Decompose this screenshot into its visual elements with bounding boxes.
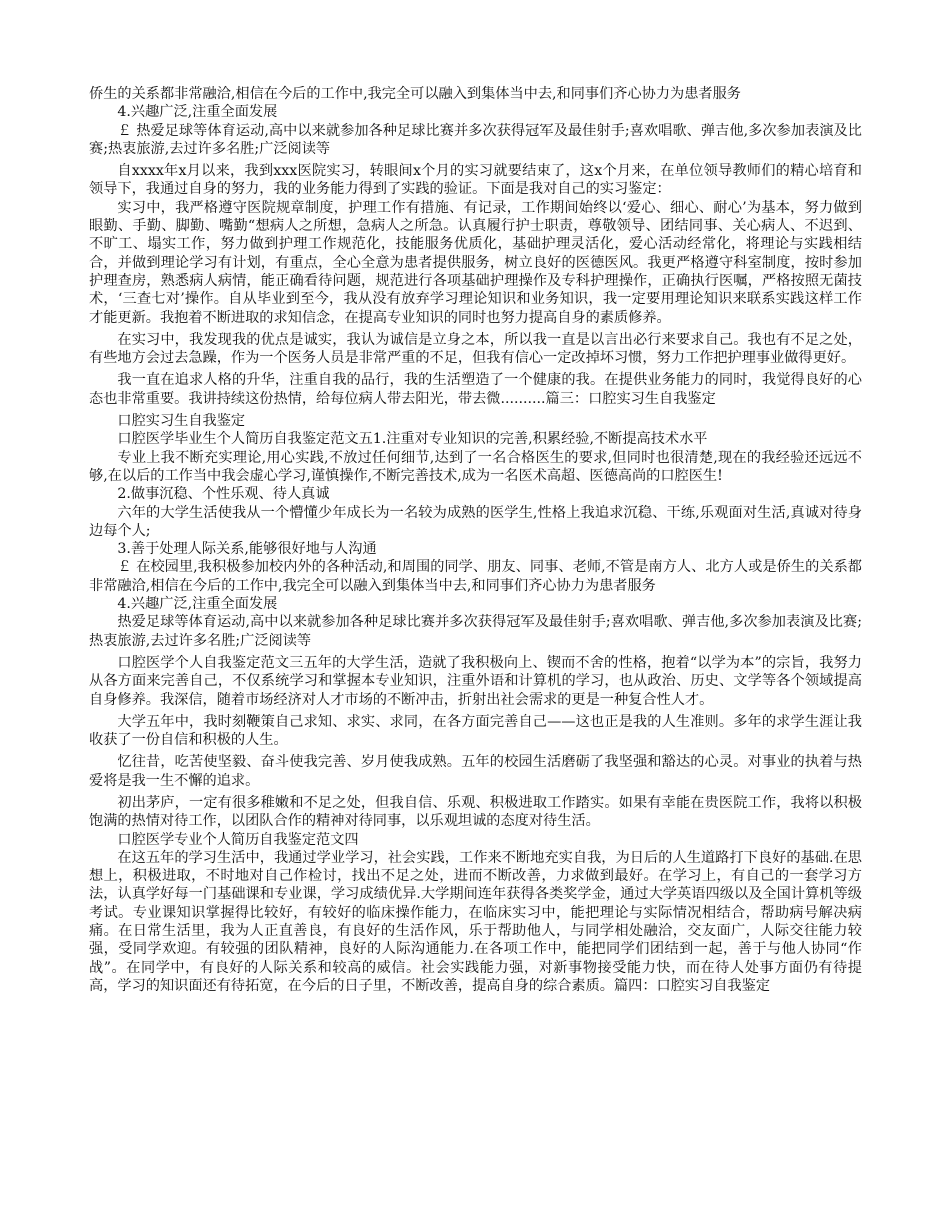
paragraph-7: 我一直在追求人格的升华，注重自我的品行，我的生活塑造了一个健康的我。在提供业务能力的同时，我觉得良好的心态也非常重要。我讲持续这份热情，给每位病人带去阳光，带去微..........篇三：口腔实习生自我鉴定 xyxy=(89,372,862,407)
paragraph-18: 大学五年中，我时刻鞭策自己求知、求实、求同，在各方面完善自己——这也正是我的人生准则。多年的求学生涯让我收获了一份自信和积极的人生。 xyxy=(89,713,862,749)
paragraph-14: ￡ 在校园里,我积极参加校内外的各种活动,和周围的同学、朋友、同事、老师,不管是南方人、北方人或是侨生的关系都非常融洽,相信在今后的工作中,我完全可以融入到集体当中去,和同事们齐心协力为患者服务 xyxy=(89,559,862,594)
paragraph-21: 口腔医学专业个人简历自我鉴定范文四 xyxy=(117,831,359,848)
paragraph-1: 侨生的关系都非常融洽,相信在今后的工作中,我完全可以融入到集体当中去,和同事们齐心协力为患者服务 xyxy=(89,86,741,102)
paragraph-11: 2.做事沉稳、个性乐观、待人真诚 xyxy=(117,486,330,503)
paragraph-16: 热爱足球等体育运动,高中以来就参加各种足球比赛并多次获得冠军及最佳射手;喜欢唱歌、弹吉他,多次参加表演及比赛;热衷旅游,去过许多名胜;广泛阅读等 xyxy=(89,614,862,649)
paragraph-15: 4.兴趣广泛,注重全面发展 xyxy=(117,596,278,613)
paragraph-9: 口腔医学毕业生个人简历自我鉴定范文五1.注重对专业知识的完善,积累经验,不断提高技术水平 xyxy=(117,431,708,448)
paragraph-6: 在实习中，我发现我的优点是诚实，我认为诚信是立身之本，所以我一直是以言出必行来要求自己。我也有不足之处，有些地方会过去急躁，作为一个医务人员是非常严重的不足，但我有信心一定改掉坏习惯，努力工作把护理事业做得更好。 xyxy=(89,331,862,367)
paragraph-4: 自xxxx年x月以来，我到xxx医院实习，转眼间x个月的实习就要结束了，这x个月来，在单位领导教师们的精心培育和领导下，我通过自身的努力，我的业务能力得到了实践的验证。下面是我对自己的实习鉴定： xyxy=(89,163,862,198)
paragraph-13: 3.善于处理人际关系,能够很好地与人沟通 xyxy=(117,541,377,558)
paragraph-3: ￡ 热爱足球等体育运动,高中以来就参加各种足球比赛并多次获得冠军及最佳射手;喜欢唱歌、弹吉他,多次参加表演及比赛;热衷旅游,去过许多名胜;广泛阅读等 xyxy=(89,122,862,157)
paragraph-5: 实习中，我严格遵守医院规章制度，护理工作有措施、有记录，工作期间始终以‘爱心、细心、耐心’为基本，努力做到眼勤、手勤、脚勤、嘴勤“想病人之所想，急病人之所急。认真履行护士职责，尊敬领导、团结同事、关心病人、不迟到、不旷工、塌实工作，努力做到护理工作规范化，技能服务优质化，基础护理灵活化，爱心活动经常化，将理论与实践相结合，并做到理论学习有计划，有重点，全心全意为患者提供服务，树立良好的医德医风。我更严格遵守科室制度，按时参加护理查房，熟悉病人病情，能正确看待问题，规范进行各项基础护理操作及专科护理操作，正确执行医嘱，严格按照无菌技术，‘三查七对’操作。自从毕业到至今，我从没有放弃学习理论知识和业务知识，我一定要用理论知识来联系实践这样工作才能更新。我抱着不断进取的求知信念，在提高专业知识的同时也努力提高自身的素质修养。 xyxy=(89,199,862,326)
paragraph-10: 专业上我不断充实理论,用心实践,不放过任何细节,达到了一名合格医生的要求,但同时也很清楚,现在的我经验还远远不够,在以后的工作当中我会虚心学习,谨慎操作,不断完善技术,成为一名医术高超、医德高尚的口腔医生! xyxy=(89,449,862,484)
paragraph-17: 口腔医学个人自我鉴定范文三五年的大学生活，造就了我积极向上、锲而不舍的性格，抱着“以学为本”的宗旨，我努力从各方面来完善自己，不仅系统学习和掌握本专业知识，注重外语和计算机的学习，也从政治、历史、文学等各个领域提高自身修养。我深信，随着市场经济对人才市场的不断冲击，折射出社会需求的更是一种复合性人才。 xyxy=(89,654,862,708)
paragraph-19: 忆往昔，吃苦使坚毅、奋斗使我完善、岁月使我成熟。五年的校园生活磨砺了我坚强和豁达的心灵。对事业的执着与热爱将是我一生不懈的追求。 xyxy=(89,754,862,789)
paragraph-12: 六年的大学生活使我从一个懵懂少年成长为一名较为成熟的医学生,性格上我追求沉稳、干练,乐观面对生活,真诚对待身边每个人; xyxy=(89,504,862,539)
paragraph-8: 口腔实习生自我鉴定 xyxy=(117,413,246,430)
paragraph-2: 4.兴趣广泛,注重全面发展 xyxy=(117,104,278,121)
paragraph-22: 在这五年的学习生活中，我通过学业学习，社会实践，工作来不断地充实自我，为日后的人生道路打下良好的基础.在思想上，积极进取，不时地对自己作检讨，找出不足之处，进而不断改善，力求做到最好。在学习上，有自己的一套学习方法，认真学好每一门基础课和专业课，学习成绩优异.大学期间连年获得各类奖学金，通过大学英语四级以及全国计算机等级考试。专业课知识掌握得比较好，有较好的临床操作能力，在临床实习中，能把理论与实际情况相结合，帮助病号解决病痛。在日常生活里，我为人正直善良，有良好的生活作风，乐于帮助他人，与同学相处融洽，交友面广，人际交往能力较强，受同学欢迎。有较强的团队精神，良好的人际沟通能力.在各项工作中，能把同学们团结到一起，善于与他人协同“作战”。在同学中，有良好的人际关系和较高的威信。社会实践能力强，对新事物接受能力快，而在待人处事方面仍有待提高，学习的知识面还有待拓宽，在今后的日子里，不断改善，提高自身的综合素质。篇四：口腔实习自我鉴定 xyxy=(89,849,862,994)
paragraph-20: 初出茅庐，一定有很多稚嫩和不足之处，但我自信、乐观、积极进取工作踏实。如果有幸能在贵医院工作，我将以积极饱满的热情对待工作，以团队合作的精神对待同事，以乐观坦诚的态度对待生活。 xyxy=(89,794,862,830)
